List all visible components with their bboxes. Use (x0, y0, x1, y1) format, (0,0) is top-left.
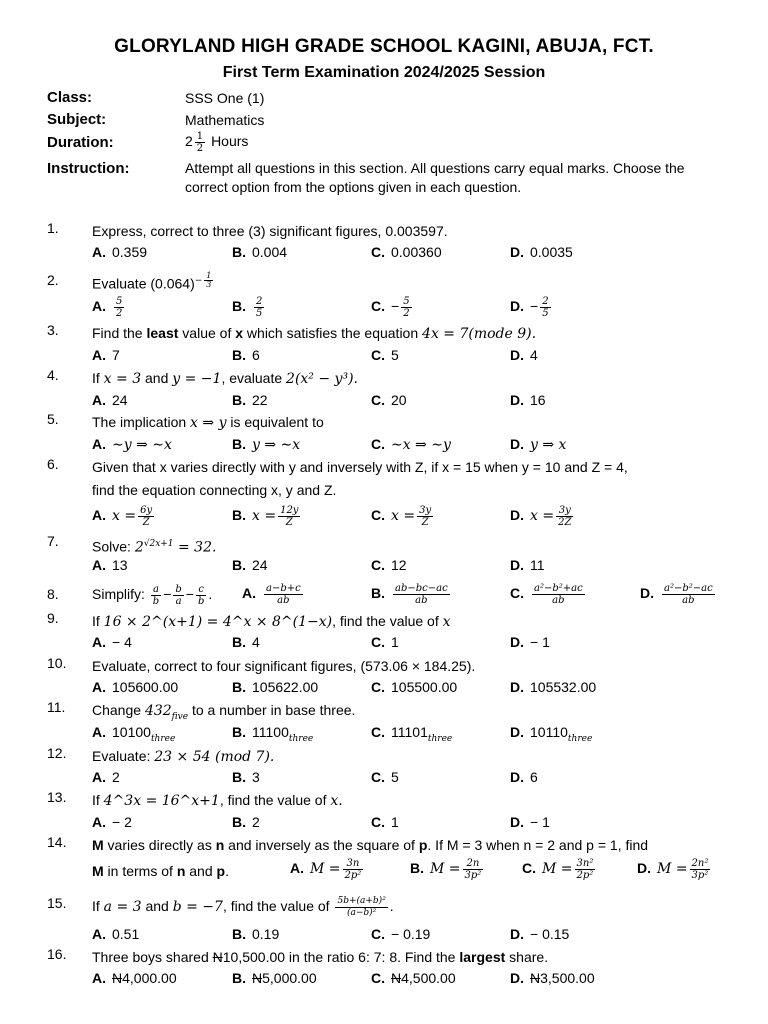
option-c[interactable]: C. 5 (371, 769, 399, 785)
question-text: Solve: $2^{√2x+1} = 32$. (92, 538, 217, 556)
option-c[interactable]: C. $\frac{\text{a²−b²+ac}}{ab}$ (510, 583, 583, 606)
naira-symbol: N (530, 970, 541, 986)
option-a[interactable]: A. 105600.00 (92, 679, 179, 695)
option-c[interactable]: C. M = $\frac{\text{3n²}}{\text{2p²}}$ (522, 858, 594, 881)
option-a[interactable]: A. − 4 (92, 634, 132, 650)
option-a[interactable]: A. 13 (92, 557, 128, 573)
option-b[interactable]: B. $\frac{2}{5}$ (232, 296, 263, 319)
option-b[interactable]: B. M = $\frac{2n}{\text{3p²}}$ (410, 858, 482, 881)
question-number: 6. (47, 456, 59, 472)
question-text-line-2: find the equation connecting x, y and Z. (92, 482, 337, 498)
question-number: 7. (47, 533, 59, 549)
option-d[interactable]: D. M = $\frac{\text{2n²}}{\text{3p²}}$ (637, 858, 709, 881)
question-number: 11. (47, 699, 66, 715)
option-b[interactable]: B. 22 (232, 392, 268, 408)
option-d[interactable]: D. 105532.00 (510, 679, 597, 695)
option-b[interactable]: B. 3 (232, 769, 260, 785)
question-number: 13. (47, 789, 67, 805)
class-value: SSS One (1) (185, 90, 265, 106)
option-d[interactable]: D. x = $\frac{3y}{2Z}$ (510, 505, 572, 528)
question-number: 9. (47, 610, 59, 626)
question-text: Three boys shared N10,500.00 in the ratio 6: 7: 8. Find the largest share. (92, 949, 549, 965)
duration-den: 2 (196, 143, 204, 154)
option-a[interactable]: A. M = $\frac{3n}{\text{2p²}}$ (290, 858, 362, 881)
question-number: 1. (47, 220, 59, 236)
question-text: If x = 3 and y = −1, evaluate 2(x² − y³). (92, 370, 358, 387)
question-number: 10. (47, 655, 67, 671)
question-text: Change $432_{five}$ to a number in base three. (92, 702, 356, 722)
option-d[interactable]: D. $10110_{three}$ (510, 724, 593, 744)
option-c[interactable]: C. 105500.00 (371, 679, 458, 695)
question-text: The implication x ⇒ y is equivalent to (92, 414, 324, 431)
option-b[interactable]: B. 105622.00 (232, 679, 319, 695)
option-d[interactable]: D. − 0.15 (510, 926, 570, 942)
subject-label: Subject: (47, 111, 107, 128)
option-c[interactable]: C. 0.00360 (371, 244, 442, 260)
option-d[interactable]: D. 0.0035 (510, 244, 573, 260)
question-text: If 16 × 2^(x+1) = 4^x × 8^(1−x), find the value of x (92, 613, 451, 630)
duration-num: 1 (196, 131, 204, 142)
question-text: Find the least value of x which satisfies the equation 4x = 7(mode 9). (92, 325, 537, 342)
option-b[interactable]: B. 2 (232, 814, 260, 830)
option-d[interactable]: D. − $\frac{2}{5}$ (510, 296, 549, 319)
question-number: 4. (47, 367, 59, 383)
question-number: 2. (47, 272, 59, 288)
duration-label: Duration: (47, 134, 114, 151)
option-c[interactable]: C. 1 (371, 634, 399, 650)
question-number: 15. (47, 895, 67, 911)
option-d[interactable]: D. N3,500.00 (510, 970, 595, 986)
duration-whole: 2 (185, 133, 193, 150)
option-d[interactable]: D. 4 (510, 347, 538, 363)
option-b[interactable]: B. 4 (232, 634, 260, 650)
option-c[interactable]: C. 5 (371, 347, 399, 363)
question-number: 14. (47, 834, 67, 850)
question-text: Evaluate: 23 × 54 (mod 7). (92, 748, 275, 765)
naira-symbol: N (391, 970, 402, 986)
option-a[interactable]: A. 0.51 (92, 926, 140, 942)
option-c[interactable]: C. $11101_{three}$ (371, 724, 453, 744)
option-a[interactable]: A. − 2 (92, 814, 132, 830)
option-a[interactable]: A. $10100_{three}$ (92, 724, 176, 744)
option-b[interactable]: B. $\frac{ab-bc-ac}{ab}$ (371, 583, 448, 606)
option-a[interactable]: A. 7 (92, 347, 120, 363)
option-c[interactable]: C. ∼x ⇒ ∼y (371, 436, 451, 453)
option-d[interactable]: D. 11 (510, 557, 545, 573)
question-text: Simplify: $\frac{a}{b}$ − $\frac{b}{a}$ − $\frac{c}{b}$ . (92, 583, 213, 607)
option-b[interactable]: B. 6 (232, 347, 260, 363)
question-text-line-2: M in terms of n and p. (92, 863, 229, 879)
option-a[interactable]: A. ∼y ⇒ ∼x (92, 436, 172, 453)
option-a[interactable]: A. $\frac{5}{2}$ (92, 296, 123, 319)
question-number: 12. (47, 745, 67, 761)
question-number: 16. (47, 946, 67, 962)
option-b[interactable]: B. 0.004 (232, 244, 288, 260)
option-c[interactable]: C. 1 (371, 814, 399, 830)
option-d[interactable]: D. − 1 (510, 814, 550, 830)
instruction-text: Attempt all questions in this section. All questions carry equal marks. Choose the correct option from the options given in each question. (185, 160, 685, 195)
class-label: Class: (47, 89, 93, 106)
option-d[interactable]: D. − 1 (510, 634, 550, 650)
duration-unit: Hours (211, 133, 249, 150)
naira-symbol: N (112, 970, 123, 986)
option-d[interactable]: D. 16 (510, 392, 546, 408)
option-c[interactable]: C. 20 (371, 392, 407, 408)
question-number: 8. (47, 586, 59, 602)
option-c[interactable]: C. x = $\frac{3y}{Z}$ (371, 505, 432, 528)
option-a[interactable]: A. 0.359 (92, 244, 148, 260)
option-b[interactable]: B. N5,000.00 (232, 970, 317, 986)
naira-symbol: N (212, 949, 223, 965)
question-text: Evaluate $(0.064)^{- \frac{1}{3}}$ (92, 271, 212, 292)
question-number: 3. (47, 322, 59, 338)
option-d[interactable]: D. $\frac{\text{a²−b²−ac}}{ab}$ (640, 583, 713, 606)
option-c[interactable]: C. − 0.19 (371, 926, 431, 942)
option-a[interactable]: A. $\frac{a-b+c}{ab}$ (242, 583, 301, 606)
question-text: If 4^3x = 16^x+1, find the value of x. (92, 792, 343, 809)
option-a[interactable]: A. 2 (92, 769, 120, 785)
option-c[interactable]: C. − $\frac{5}{2}$ (371, 296, 410, 319)
naira-symbol: N (252, 970, 263, 986)
subject-value: Mathematics (185, 112, 265, 128)
option-d[interactable]: D. y ⇒ x (510, 436, 567, 453)
question-text: Express, correct to three (3) significant figures, 0.003597. (92, 223, 448, 239)
option-b[interactable]: B. 24 (232, 557, 268, 573)
question-text-line-1: Given that x varies directly with y and inversely with Z, if x = 15 when y = 10 and Z = 4, (92, 459, 628, 475)
duration-value (185, 131, 248, 154)
option-a[interactable]: A. x = $\frac{6y}{Z}$ (92, 505, 153, 528)
option-b[interactable]: B. x = $\frac{12y}{Z}$ (232, 505, 299, 528)
school-name: GLORYLAND HIGH GRADE SCHOOL KAGINI, ABUJA, FCT. (114, 36, 654, 57)
option-b[interactable]: B. y ⇒ ∼x (232, 436, 301, 453)
option-a[interactable]: A. N4,000.00 (92, 970, 177, 986)
question-text: If a = 3 and b = −7, find the value of $\frac{\text{5b+(a+b)²}}{\text{(a−b)²}}$ . (92, 895, 394, 918)
option-d[interactable]: D. 6 (510, 769, 538, 785)
exam-session-title: First Term Examination 2024/2025 Session (222, 64, 546, 81)
option-b[interactable]: B. $11100_{three}$ (232, 724, 314, 744)
option-a[interactable]: A. 24 (92, 392, 128, 408)
question-text: Evaluate, correct to four significant figures, (573.06 × 184.25). (92, 658, 476, 674)
instruction-label: Instruction: (47, 160, 130, 177)
question-number: 5. (47, 411, 59, 427)
option-c[interactable]: C. 12 (371, 557, 407, 573)
option-b[interactable]: B. 0.19 (232, 926, 280, 942)
option-c[interactable]: C. N4,500.00 (371, 970, 456, 986)
question-text-line-1: M varies directly as n and inversely as the square of p. If M = 3 when n = 2 and p = 1, find (92, 837, 649, 853)
